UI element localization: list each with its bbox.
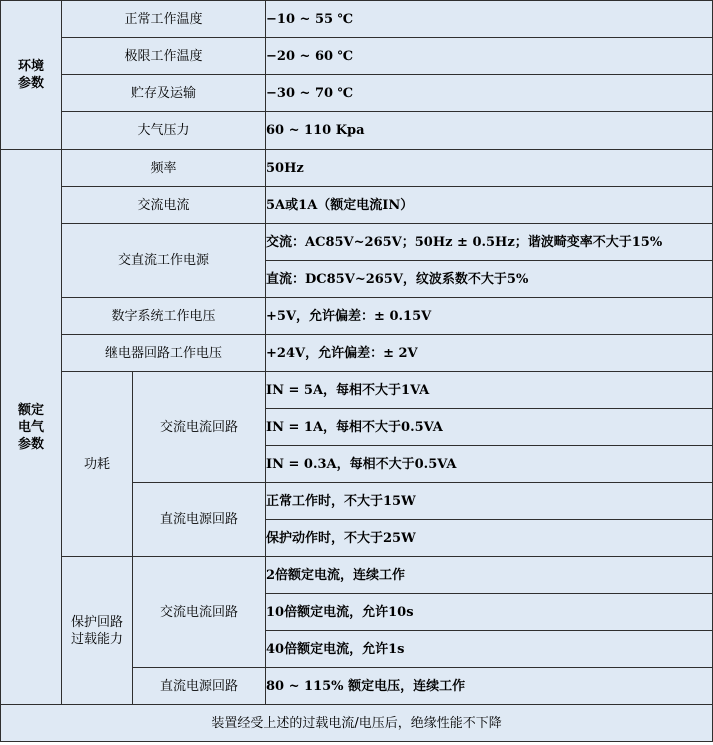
row-value: 60 ~ 110 Kpa xyxy=(266,112,713,150)
table-row xyxy=(1,150,713,187)
table-row xyxy=(1,705,713,742)
row-value: 40倍额定电流，允许1s xyxy=(266,631,713,668)
row-label: 交流电流 xyxy=(62,187,266,224)
row-value: 直流：DC85V~265V，纹波系数不大于5% xyxy=(266,261,713,298)
row-value: +24V，允许偏差：± 2V xyxy=(266,335,713,372)
row-value: −20 ~ 60 ℃ xyxy=(266,38,713,75)
table-row xyxy=(1,372,713,409)
row-value: +5V，允许偏差：± 0.15V xyxy=(266,298,713,335)
row-label: 频率 xyxy=(62,150,266,187)
row-label: 贮存及运输 xyxy=(62,75,266,112)
overload-label: 保护回路 过载能力 xyxy=(62,557,133,705)
table-row xyxy=(1,557,713,594)
table-row xyxy=(1,112,713,150)
table-row xyxy=(1,224,713,261)
footer-note: 装置经受上述的过载电流/电压后，绝缘性能不下降 xyxy=(1,705,713,742)
row-value: 80 ~ 115% 额定电压，连续工作 xyxy=(266,668,713,705)
sub-label: 直流电源回路 xyxy=(133,483,266,557)
row-value: −30 ~ 70 ℃ xyxy=(266,75,713,112)
power-label: 功耗 xyxy=(62,372,133,557)
section-env-label: 环境 参数 xyxy=(1,1,62,150)
row-value: −10 ~ 55 ℃ xyxy=(266,1,713,38)
row-label: 继电器回路工作电压 xyxy=(62,335,266,372)
row-value: IN = 5A，每相不大于1VA xyxy=(266,372,713,409)
row-value: 5A或1A（额定电流IN） xyxy=(266,187,713,224)
row-value: 50Hz xyxy=(266,150,713,187)
row-value: 正常工作时，不大于15W xyxy=(266,483,713,520)
row-value: 保护动作时，不大于25W xyxy=(266,520,713,557)
table-row xyxy=(1,335,713,372)
row-label: 交直流工作电源 xyxy=(62,224,266,298)
sub-label: 交流电流回路 xyxy=(133,372,266,483)
sub-label: 直流电源回路 xyxy=(133,668,266,705)
row-value: 2倍额定电流，连续工作 xyxy=(266,557,713,594)
table-row xyxy=(1,75,713,112)
sub-label: 交流电流回路 xyxy=(133,557,266,668)
row-value: 交流：AC85V~265V；50Hz ± 0.5Hz；谐波畸变率不大于15% xyxy=(266,224,713,261)
table-row xyxy=(1,1,713,38)
row-label: 大气压力 xyxy=(62,112,266,150)
row-label: 极限工作温度 xyxy=(62,38,266,75)
row-value: IN = 1A，每相不大于0.5VA xyxy=(266,409,713,446)
table-row xyxy=(1,38,713,75)
row-value: 10倍额定电流，允许10s xyxy=(266,594,713,631)
row-value: IN = 0.3A，每相不大于0.5VA xyxy=(266,446,713,483)
section-elec-label: 额定 电气 参数 xyxy=(1,150,62,705)
row-label: 正常工作温度 xyxy=(62,1,266,38)
row-label: 数字系统工作电压 xyxy=(62,298,266,335)
table-row xyxy=(1,298,713,335)
table-row xyxy=(1,187,713,224)
